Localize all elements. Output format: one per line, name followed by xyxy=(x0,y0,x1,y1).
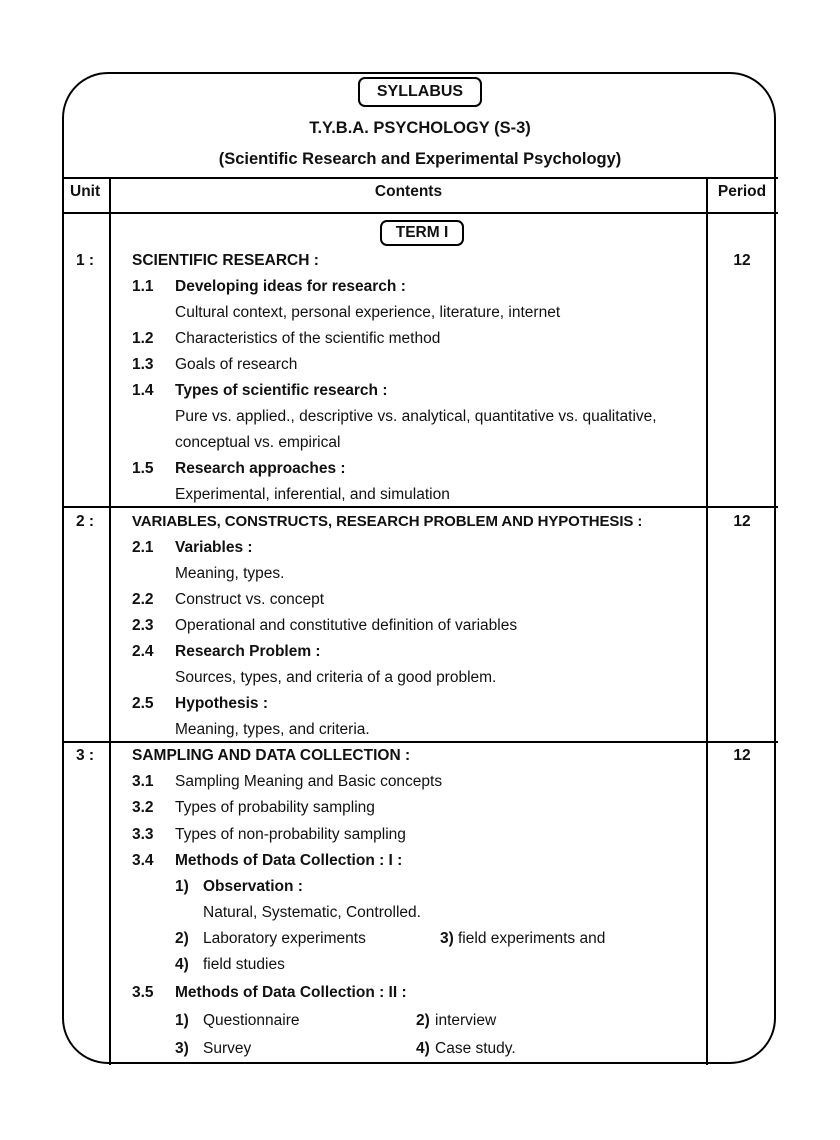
sub-item-number: 2) xyxy=(175,930,189,947)
sub-item-number: 2) xyxy=(416,1012,430,1029)
item-heading: Variables : xyxy=(175,539,253,556)
divider xyxy=(62,177,778,179)
item-detail: Sources, types, and criteria of a good problem. xyxy=(175,669,497,686)
item-text: Goals of research xyxy=(175,356,298,373)
item-text: Sampling Meaning and Basic concepts xyxy=(175,773,443,790)
unit-title: SAMPLING AND DATA COLLECTION : xyxy=(132,747,411,764)
column-header-contents: Contents xyxy=(374,183,443,200)
divider xyxy=(62,741,778,743)
course-subtitle: (Scientific Research and Experimental Psychology) xyxy=(218,150,622,168)
column-divider xyxy=(109,177,111,1065)
item-text: Operational and constitutive definition of variables xyxy=(175,617,518,634)
unit-number: 2 : xyxy=(76,513,95,530)
item-heading: Methods of Data Collection : I : xyxy=(175,852,403,869)
item-detail: Experimental, inferential, and simulation xyxy=(175,486,450,503)
item-number: 3.4 xyxy=(132,852,154,869)
unit-title: SCIENTIFIC RESEARCH : xyxy=(132,252,319,269)
sub-item-text: Case study. xyxy=(435,1040,516,1057)
column-header-unit: Unit xyxy=(70,183,101,200)
item-detail: conceptual vs. empirical xyxy=(175,434,341,451)
item-number: 1.3 xyxy=(132,356,154,373)
item-detail: Cultural context, personal experience, literature, internet xyxy=(175,304,561,321)
item-number: 2.5 xyxy=(132,695,154,712)
item-number: 3.3 xyxy=(132,826,154,843)
unit-title: VARIABLES, CONSTRUCTS, RESEARCH PROBLEM AND HYPOTHESIS : xyxy=(132,513,643,530)
unit-period: 12 xyxy=(733,747,751,764)
sub-item-number: 1) xyxy=(175,878,189,895)
item-number: 1.5 xyxy=(132,460,154,477)
item-heading: Research Problem : xyxy=(175,643,321,660)
item-number: 1.1 xyxy=(132,278,154,295)
sub-item-text: Laboratory experiments xyxy=(203,930,366,947)
sub-item-number: 4) xyxy=(175,956,189,973)
sub-item-text: field experiments and xyxy=(458,930,606,947)
item-number: 3.2 xyxy=(132,799,154,816)
sub-item-heading: Observation : xyxy=(203,878,303,895)
column-header-period: Period xyxy=(717,183,767,200)
item-detail: Pure vs. applied., descriptive vs. analytical, quantitative vs. qualitative, xyxy=(175,408,657,425)
sub-item-number: 1) xyxy=(175,1012,189,1029)
item-number: 3.5 xyxy=(132,984,154,1001)
sub-item-detail: Natural, Systematic, Controlled. xyxy=(203,904,421,921)
item-text: Construct vs. concept xyxy=(175,591,325,608)
sub-item-text: field studies xyxy=(203,956,285,973)
item-number: 1.2 xyxy=(132,330,154,347)
item-number: 3.1 xyxy=(132,773,154,790)
unit-number: 3 : xyxy=(76,747,95,764)
divider xyxy=(62,506,778,508)
unit-period: 12 xyxy=(733,252,751,269)
course-title: T.Y.B.A. PSYCHOLOGY (S-3) xyxy=(309,119,531,137)
divider xyxy=(62,212,778,214)
sub-item-number: 4) xyxy=(416,1040,430,1057)
item-number: 2.4 xyxy=(132,643,154,660)
item-text: Types of non-probability sampling xyxy=(175,826,406,843)
item-detail: Meaning, types. xyxy=(175,565,285,582)
item-heading: Methods of Data Collection : II : xyxy=(175,984,407,1001)
item-number: 2.3 xyxy=(132,617,154,634)
unit-number: 1 : xyxy=(76,252,95,269)
sub-item-number: 3) xyxy=(175,1040,189,1057)
item-heading: Developing ideas for research : xyxy=(175,278,406,295)
item-number: 2.2 xyxy=(132,591,154,608)
item-text: Types of probability sampling xyxy=(175,799,375,816)
item-number: 2.1 xyxy=(132,539,154,556)
sub-item-text: Questionnaire xyxy=(203,1012,300,1029)
sub-item-text: Survey xyxy=(203,1040,252,1057)
item-text: Characteristics of the scientific method xyxy=(175,330,441,347)
syllabus-badge: SYLLABUS xyxy=(358,77,482,107)
item-detail: Meaning, types, and criteria. xyxy=(175,721,370,738)
sub-item-number: 3) xyxy=(440,930,454,947)
item-heading: Research approaches : xyxy=(175,460,346,477)
sub-item-text: interview xyxy=(435,1012,497,1029)
item-heading: Hypothesis : xyxy=(175,695,269,712)
column-divider xyxy=(706,177,708,1065)
item-heading: Types of scientific research : xyxy=(175,382,388,399)
term-badge: TERM I xyxy=(380,220,464,246)
item-number: 1.4 xyxy=(132,382,154,399)
unit-period: 12 xyxy=(733,513,751,530)
